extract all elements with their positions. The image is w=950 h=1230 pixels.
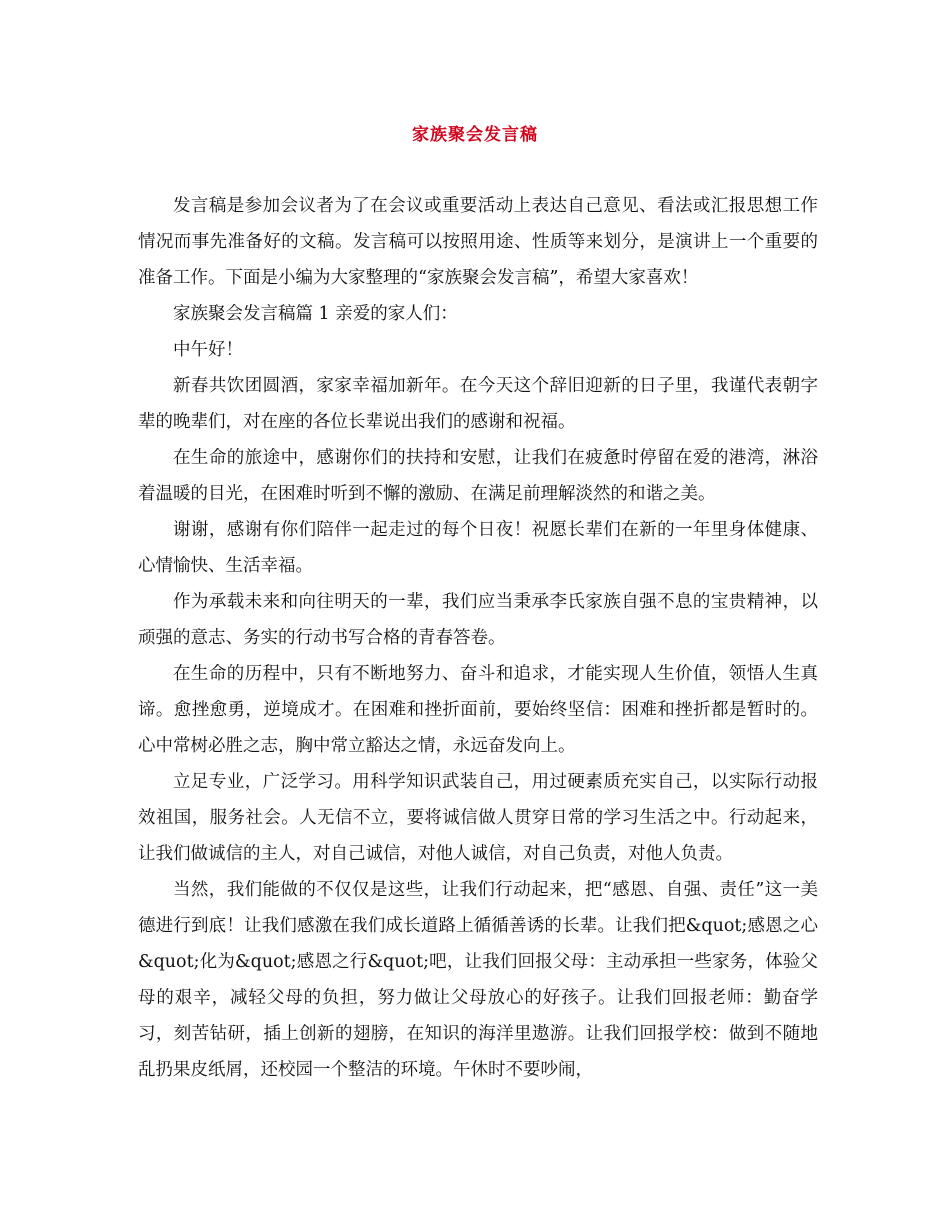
paragraph: 当然，我们能做的不仅仅是这些，让我们行动起来，把“感恩、自强、责任”这一美德进行到底！让我们感激在我们成长道路上循循善诱的长辈。让我们把&quot;感恩之心&quot;化为&quot;感恩之行&quot;吧，让我们回报父母：主动承担一些家务，体验父母的艰辛，减轻父母的负担，努力做让父母放心的好孩子。让我们回报老师：勤奋学习，刻苦钻研，插上创新的翅膀，在知识的海洋里遨游。让我们回报学校：做到不随地乱扔果皮纸屑，还校园一个整洁的环境。午休时不要吵闹， — [138, 880, 818, 1080]
paragraph: 在生命的历程中，只有不断地努力、奋斗和追求，才能实现人生价值，领悟人生真谛。愈挫愈勇，逆境成才。在困难和挫折面前，要始终坚信：困难和挫折都是暂时的。心中常树必胜之志，胸中常立豁达之情，永远奋发向上。 — [138, 664, 818, 756]
paragraph-greeting: 中午好！ — [173, 340, 243, 360]
document-body — [138, 188, 818, 1088]
document-title: 家族聚会发言稿 — [412, 125, 538, 145]
paragraph: 新春共饮团圆酒，家家幸福加新年。在今天这个辞旧迎新的日子里，我谨代表朝字辈的晚辈们，对在座的各位长辈说出我们的感谢和祝福。 — [138, 376, 818, 432]
paragraph-salutation: 家族聚会发言稿篇 1 亲爱的家人们： — [173, 304, 458, 324]
paragraph: 谢谢，感谢有你们陪伴一起走过的每个日夜！祝愿长辈们在新的一年里身体健康、心情愉快、生活幸福。 — [138, 520, 818, 576]
paragraph: 作为承载未来和向往明天的一辈，我们应当秉承李氏家族自强不息的宝贵精神，以顽强的意志、务实的行动书写合格的青春答卷。 — [138, 592, 818, 648]
paragraph: 在生命的旅途中，感谢你们的扶持和安慰，让我们在疲惫时停留在爱的港湾，淋浴着温暖的目光，在困难时听到不懈的激励、在满足前理解淡然的和谐之美。 — [138, 448, 818, 504]
paragraph: 立足专业，广泛学习。用科学知识武装自己，用过硬素质充实自己，以实际行动报效祖国，服务社会。人无信不立，要将诚信做人贯穿日常的学习生活之中。行动起来，让我们做诚信的主人，对自己诚信，对他人诚信，对自己负责，对他人负责。 — [138, 772, 818, 864]
paragraph-intro: 发言稿是参加会议者为了在会议或重要活动上表达自己意见、看法或汇报思想工作情况而事先准备好的文稿。发言稿可以按照用途、性质等来划分，是演讲上一个重要的准备工作。下面是小编为大家整理的“家族聚会发言稿”，希望大家喜欢！ — [138, 196, 818, 288]
